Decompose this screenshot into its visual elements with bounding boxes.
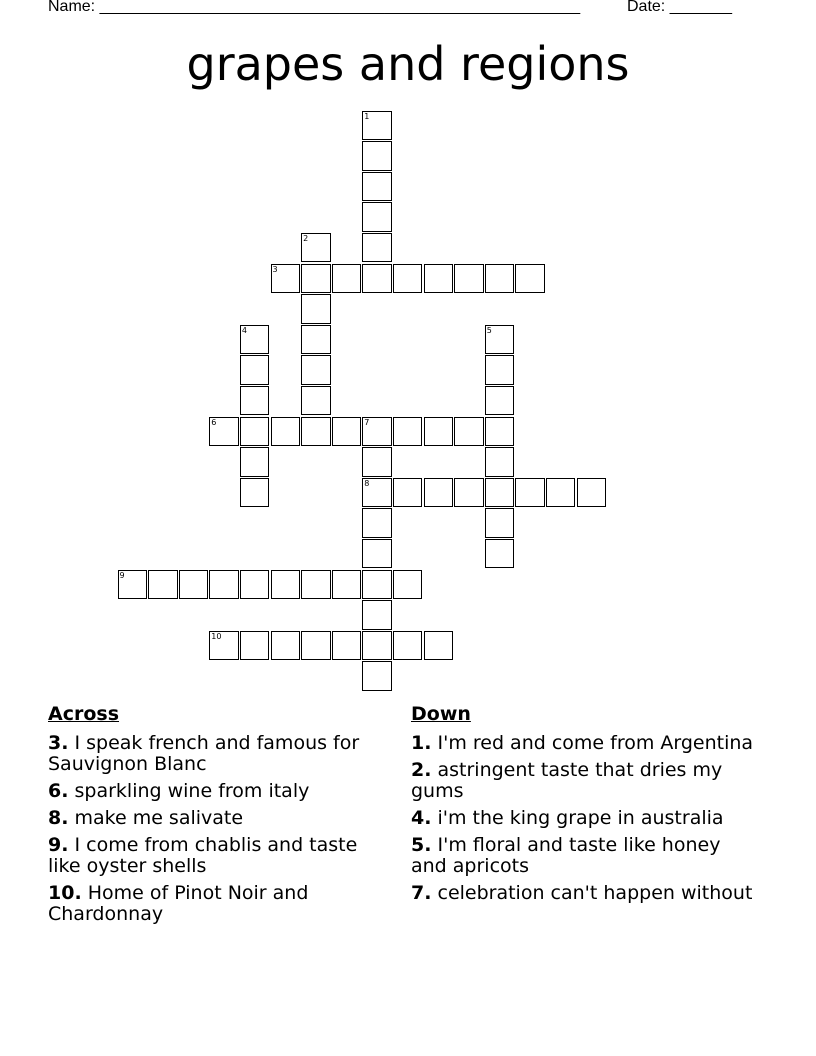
clue-number: 3. (48, 732, 69, 754)
clue-text: i'm the king grape in australia (431, 807, 724, 829)
grid-cell[interactable] (118, 570, 148, 600)
clue-text: Home of Pinot Noir and Chardonnay (48, 882, 309, 925)
clue-number: 1. (411, 732, 432, 754)
clue-text: I speak french and famous for Sauvignon Blanc (48, 732, 360, 775)
across-heading: Across (48, 703, 120, 725)
grid-cell[interactable] (240, 417, 270, 447)
clue-item (48, 781, 388, 802)
cell-number: 2 (303, 233, 309, 243)
grid-cell[interactable] (209, 417, 239, 447)
grid-cell[interactable] (362, 447, 392, 477)
grid-cell[interactable] (240, 386, 270, 416)
down-clues (411, 703, 756, 910)
puzzle-title: grapes and regions (186, 37, 630, 91)
grid-cell[interactable] (301, 325, 331, 355)
cell-number: 9 (119, 570, 125, 580)
across-clue-list (48, 733, 388, 925)
grid-cell[interactable] (485, 325, 515, 355)
grid-cell[interactable] (424, 264, 454, 294)
grid-cell[interactable] (393, 570, 423, 600)
clue-number: 4. (411, 807, 432, 829)
grid-cell[interactable] (362, 539, 392, 569)
name-field: Name: ______________________________________________________ (48, 0, 581, 15)
grid-cell[interactable] (362, 141, 392, 171)
grid-cell[interactable] (148, 570, 178, 600)
grid-cell[interactable] (240, 478, 270, 508)
grid-cell[interactable] (485, 447, 515, 477)
clue-text: astringent taste that dries my gums (411, 759, 723, 802)
grid-cell[interactable] (301, 294, 331, 324)
down-heading: Down (411, 703, 471, 725)
clue-text: I'm red and come from Argentina (431, 732, 754, 754)
grid-cell[interactable] (362, 631, 392, 661)
grid-cell[interactable] (515, 264, 545, 294)
grid-cell[interactable] (485, 355, 515, 385)
grid-cell[interactable] (393, 631, 423, 661)
grid-cell[interactable] (271, 264, 301, 294)
grid-cell[interactable] (362, 111, 392, 141)
clue-item (411, 835, 756, 877)
clue-item (411, 883, 756, 904)
grid-cell[interactable] (362, 417, 392, 447)
grid-cell[interactable] (240, 570, 270, 600)
clue-text: make me salivate (68, 807, 244, 829)
grid-cell[interactable] (485, 417, 515, 447)
grid-cell[interactable] (485, 508, 515, 538)
cell-number: 4 (241, 325, 247, 335)
clue-item (48, 835, 388, 877)
grid-cell[interactable] (301, 233, 331, 263)
grid-cell[interactable] (362, 661, 392, 691)
grid-cell[interactable] (362, 172, 392, 202)
grid-cell[interactable] (362, 570, 392, 600)
grid-cell[interactable] (485, 386, 515, 416)
down-clue-list (411, 733, 756, 904)
clue-text: sparkling wine from italy (68, 780, 310, 802)
clue-number: 6. (48, 780, 69, 802)
grid-cell[interactable] (271, 631, 301, 661)
clue-text: celebration can't happen without (431, 882, 753, 904)
grid-cell[interactable] (179, 570, 209, 600)
clue-item (411, 733, 756, 754)
grid-cell[interactable] (240, 355, 270, 385)
cell-number: 6 (211, 417, 217, 427)
grid-cell[interactable] (271, 417, 301, 447)
grid-cell[interactable] (240, 325, 270, 355)
clue-text: I come from chablis and taste like oyster shells (48, 834, 358, 877)
clue-text: I'm floral and taste like honey and apricots (411, 834, 721, 877)
grid-cell[interactable] (240, 447, 270, 477)
grid-cell[interactable] (332, 631, 362, 661)
grid-cell[interactable] (424, 631, 454, 661)
cell-number: 3 (272, 264, 278, 274)
grid-cell[interactable] (362, 600, 392, 630)
grid-cell[interactable] (332, 264, 362, 294)
across-clues (48, 703, 388, 931)
grid-cell[interactable] (515, 478, 545, 508)
grid-cell[interactable] (393, 478, 423, 508)
clue-item (411, 808, 756, 829)
clue-item (48, 883, 388, 925)
grid-cell[interactable] (424, 417, 454, 447)
grid-cell[interactable] (240, 631, 270, 661)
grid-cell[interactable] (577, 478, 607, 508)
clue-number: 9. (48, 834, 69, 856)
grid-cell[interactable] (271, 570, 301, 600)
clue-number: 8. (48, 807, 69, 829)
grid-cell[interactable] (362, 508, 392, 538)
clue-number: 5. (411, 834, 432, 856)
clue-item (48, 733, 388, 775)
grid-cell[interactable] (301, 264, 331, 294)
grid-cell[interactable] (301, 570, 331, 600)
grid-cell[interactable] (332, 570, 362, 600)
date-field: Date: _______ (627, 0, 732, 15)
grid-cell[interactable] (301, 386, 331, 416)
grid-cell[interactable] (454, 417, 484, 447)
grid-cell[interactable] (546, 478, 576, 508)
cell-number: 7 (364, 417, 370, 427)
cell-number: 5 (486, 325, 492, 335)
grid-cell[interactable] (485, 264, 515, 294)
grid-cell[interactable] (362, 202, 392, 232)
grid-cell[interactable] (301, 631, 331, 661)
grid-cell[interactable] (332, 417, 362, 447)
grid-cell[interactable] (424, 478, 454, 508)
grid-cell[interactable] (485, 539, 515, 569)
grid-cell[interactable] (454, 478, 484, 508)
grid-cell[interactable] (393, 264, 423, 294)
clue-number: 2. (411, 759, 432, 781)
grid-cell[interactable] (362, 233, 392, 263)
cell-number: 10 (211, 631, 222, 641)
grid-cell[interactable] (209, 631, 239, 661)
grid-cell[interactable] (393, 417, 423, 447)
cell-number: 8 (364, 478, 370, 488)
grid-cell[interactable] (485, 478, 515, 508)
grid-cell[interactable] (301, 417, 331, 447)
grid-cell[interactable] (362, 264, 392, 294)
grid-cell[interactable] (362, 478, 392, 508)
clue-item (411, 760, 756, 802)
grid-cell[interactable] (301, 355, 331, 385)
clue-number: 10. (48, 882, 82, 904)
grid-cell[interactable] (454, 264, 484, 294)
grid-cell[interactable] (209, 570, 239, 600)
clue-item (48, 808, 388, 829)
cell-number: 1 (364, 111, 370, 121)
clue-number: 7. (411, 882, 432, 904)
